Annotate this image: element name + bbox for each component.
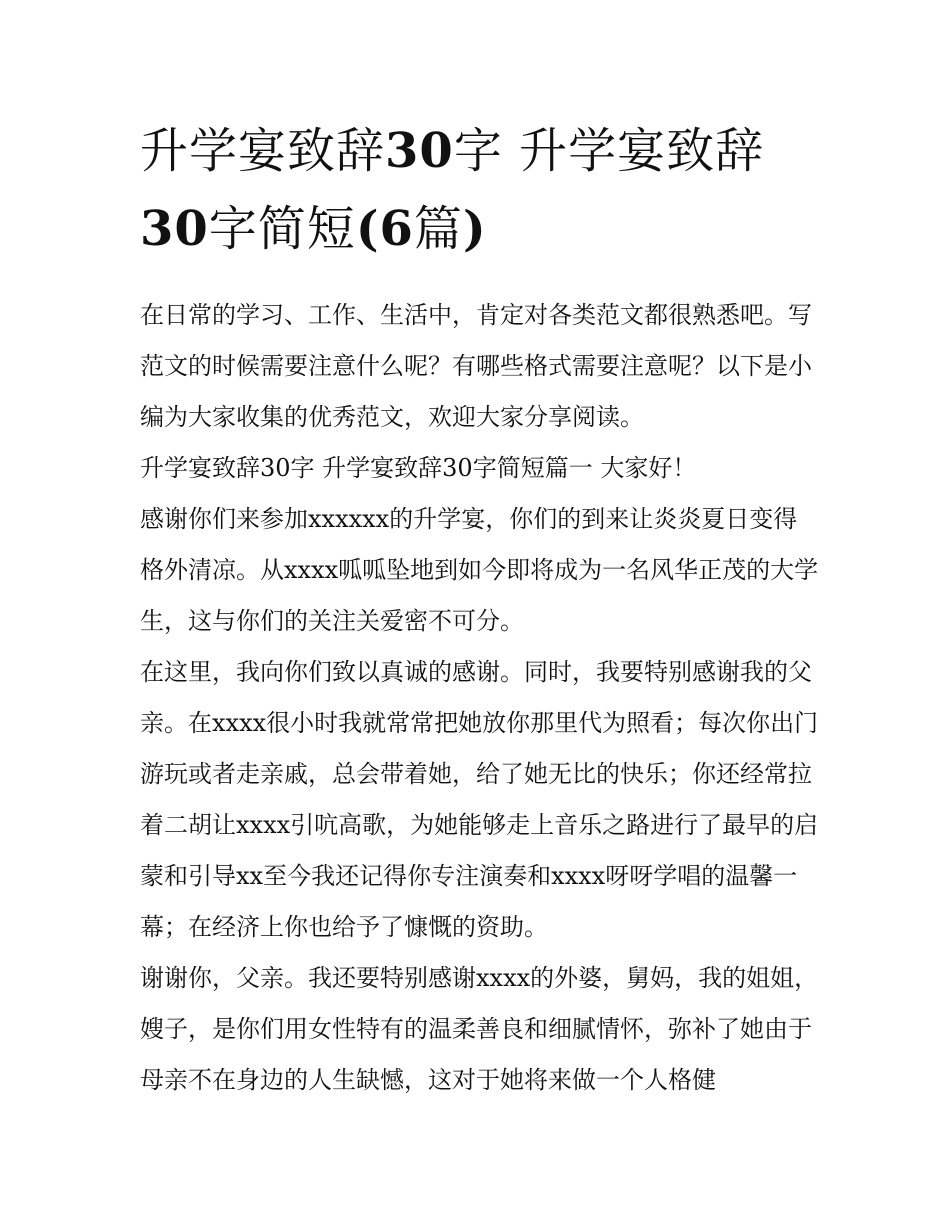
paragraph-thanks-guests: 感谢你们来参加xxxxxx的升学宴，你们的到来让炎炎夏日变得格外清凉。从xxxx呱呱坠地到如今即将成为一名风华正茂的大学生，这与你们的关注关爱密不可分。 <box>140 505 819 635</box>
title-latin-run: 30 <box>140 201 209 257</box>
document-title: 升学宴致辞30字 升学宴致辞30字简短(6篇) <box>140 123 765 257</box>
title-latin-run: (6 <box>355 201 414 257</box>
paragraph-heading-one: 升学宴致辞30字 升学宴致辞30字简短篇一 大家好！ <box>140 454 697 482</box>
title-latin-run: 30 <box>385 123 454 179</box>
document-page <box>140 112 820 1106</box>
document-body <box>140 290 820 1106</box>
paragraph-thanks-family: 谢谢你，父亲。我还要特别感谢xxxx的外婆，舅妈，我的姐姐，嫂子，是你们用女性特有的温柔善良和细腻情怀，弥补了她由于母亲不在身边的人生缺憾，这对于她将来做一个人格健 <box>140 964 819 1094</box>
title-latin-run: ) <box>462 201 487 257</box>
paragraph-intro: 在日常的学习、工作、生活中，肯定对各类范文都很熟悉吧。写范文的时候需要注意什么呢？有哪些格式需要注意呢？以下是小编为大家收集的优秀范文，欢迎大家分享阅读。 <box>140 301 812 431</box>
paragraph-thanks-father: 在这里，我向你们致以真诚的感谢。同时，我要特别感谢我的父亲。在xxxx很小时我就常常把她放你那里代为照看；每次你出门游玩或者走亲戚，总会带着她，给了她无比的快乐；你还经常拉着二胡让xxxx引吭高歌，为她能够走上音乐之路进行了最早的启蒙和引导xx至今我还记得你专注演奏和xxxx呀呀学唱的温馨一幕；在经济上你也给予了慷慨的资助。 <box>140 658 819 941</box>
